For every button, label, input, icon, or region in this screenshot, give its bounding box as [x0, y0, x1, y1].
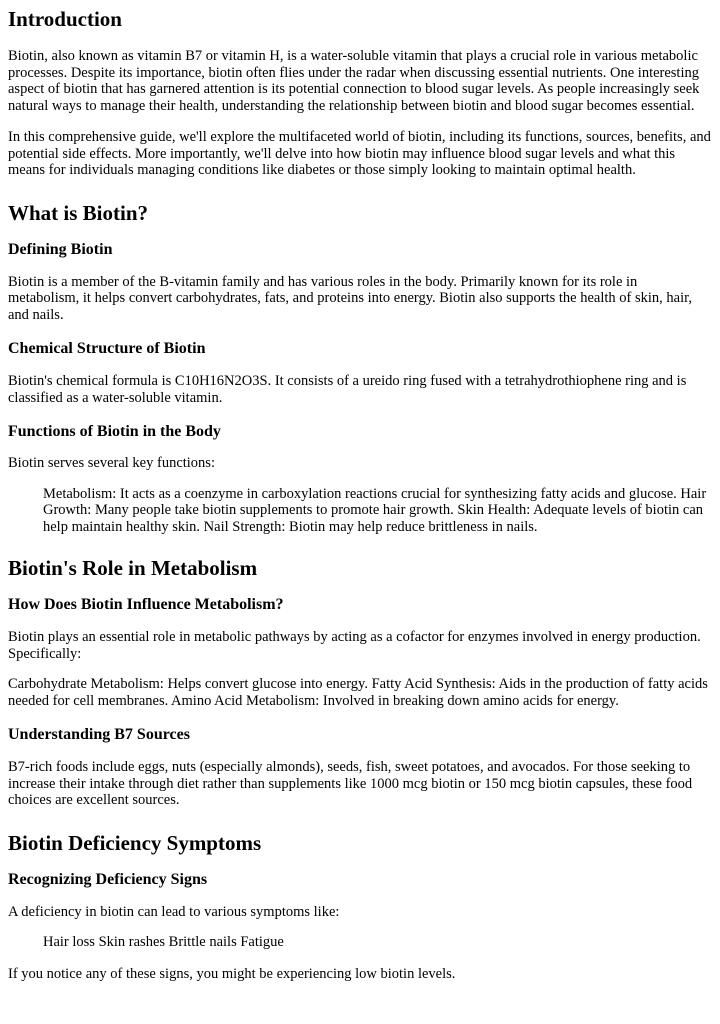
heading-introduction: Introduction	[8, 7, 122, 31]
deficiency-intro: A deficiency in biotin can lead to various symptoms like:	[8, 903, 340, 920]
intro-paragraph-2: In this comprehensive guide, we'll explore the multifaceted world of biotin, including its functions, sources, benefits, and potential side effects. More importantly, we'll delve into how biotin may influence blood sugar levels and what this means for individuals managing conditions like diabetes or those simply looking to maintain optimal health.	[8, 129, 711, 178]
heading-what-is-biotin: What is Biotin?	[8, 200, 149, 225]
deficiency-outro: If you notice any of these signs, you might be experiencing low biotin levels.	[8, 965, 456, 982]
how-influence-list: Carbohydrate Metabolism: Helps convert glucose into energy. Fatty Acid Synthesis: Aids in the production of fatty acids needed for cell membranes. Amino Acid Metabolism: Involved in breaking down amino acids for energy.	[8, 676, 708, 709]
defining-biotin-text: Biotin is a member of the B-vitamin family and has various roles in the body. Primarily known for its role in metabolism, it helps convert carbohydrates, fats, and proteins into energy. Biotin also supports the health of skin, hair, and nails.	[8, 273, 692, 323]
subheading-functions: Functions of Biotin in the Body	[8, 423, 221, 440]
chemical-structure-text: Biotin's chemical formula is C10H16N2O3S. It consists of a ureido ring fused with a tetrahydrothiophene ring and is classified as a water-soluble vitamin.	[8, 373, 687, 406]
deficiency-signs-list: Hair loss Skin rashes Brittle nails Fatigue	[43, 934, 284, 950]
b7-sources-text: B7-rich foods include eggs, nuts (especially almonds), seeds, fish, sweet potatoes, and avocados. For those seeking to increase their intake through diet rather than supplements like 1000 mcg biotin or 150 mcg biotin capsules, these food choices are excellent sources.	[8, 759, 693, 808]
subheading-recognizing-signs: Recognizing Deficiency Signs	[8, 870, 208, 888]
functions-list: Metabolism: It acts as a coenzyme in carboxylation reactions crucial for synthesizing fatty acids and glucose. Hair Growth: Many people take biotin supplements to promote hair growth. Skin Health: Adequate levels of biotin can help maintain healthy skin. Nail Strength: Biotin may help reduce brittleness in nails.	[43, 485, 707, 535]
how-influence-text: Biotin plays an essential role in metabolic pathways by acting as a cofactor for enzymes involved in energy production. Specifically:	[8, 629, 701, 662]
heading-deficiency-symptoms: Biotin Deficiency Symptoms	[8, 830, 262, 855]
intro-paragraph-1: Biotin, also known as vitamin B7 or vitamin H, is a water-soluble vitamin that plays a crucial role in various metabolic processes. Despite its importance, biotin often flies under the radar when discussing essential nutrients. One interesting aspect of biotin that has garnered attention is its potential connection to blood sugar levels. As people increasingly seek natural ways to manage their health, understanding the relationship between biotin and blood sugar becomes essential.	[8, 48, 700, 114]
subheading-b7-sources: Understanding B7 Sources	[8, 726, 190, 743]
heading-role-in-metabolism: Biotin's Role in Metabolism	[8, 556, 258, 580]
functions-intro: Biotin serves several key functions:	[8, 455, 215, 471]
article	[0, 7, 720, 982]
subheading-how-influence: How Does Biotin Influence Metabolism?	[8, 596, 284, 613]
subheading-chemical-structure: Chemical Structure of Biotin	[8, 340, 206, 357]
subheading-defining-biotin: Defining Biotin	[8, 240, 113, 258]
